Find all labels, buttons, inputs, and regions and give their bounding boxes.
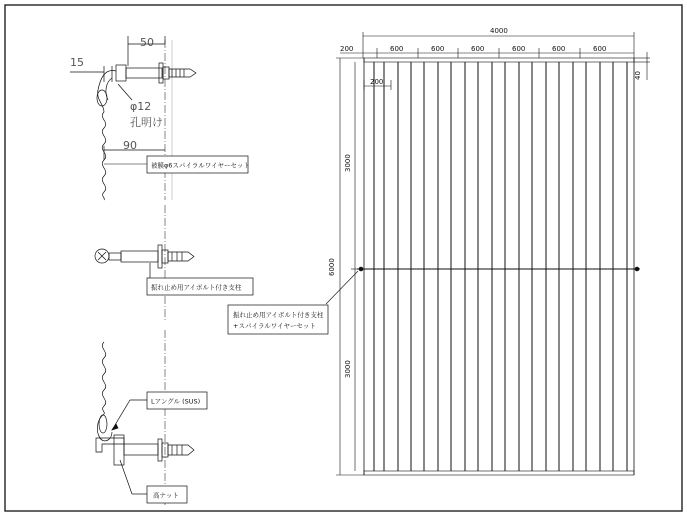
dim-lower-height: 3000 — [344, 360, 352, 378]
dim-total-height: 6000 — [328, 258, 336, 276]
hole-note: 孔明け — [130, 116, 163, 129]
dim-seg-2: 600 — [431, 45, 445, 53]
callout-eyebolt-label: 振れ止め用アイボルト付き支柱 — [151, 283, 242, 292]
dim-seg-4: 600 — [512, 45, 526, 53]
detail-middle — [95, 205, 194, 320]
dim-seg-1: 600 — [390, 45, 404, 53]
callout-nut — [147, 486, 187, 503]
sheet-border — [5, 5, 682, 511]
dim-seg-3: 600 — [471, 45, 485, 53]
callout-nut-label: 高ナット — [153, 491, 179, 500]
dim-right-offset: 40 — [634, 71, 642, 80]
elevation-bars — [364, 58, 634, 475]
dim-seg-0: 200 — [340, 45, 354, 53]
callout-angle — [147, 392, 207, 409]
spiral-wire-bottom — [102, 342, 105, 414]
callout-brace-line1: 振れ止め用アイボルト付き支柱 — [233, 311, 324, 319]
callout-eyebolt — [147, 278, 253, 295]
dim-seg-6: 600 — [593, 45, 607, 53]
dim-seg-5: 600 — [552, 45, 566, 53]
elevation-frame — [326, 32, 650, 475]
dim-15: 15 — [70, 56, 84, 69]
dim-upper-height: 3000 — [344, 154, 352, 172]
detail-bottom — [96, 330, 194, 505]
callout-wire — [104, 156, 250, 173]
callout-angle-label: Lアングル (SUS) — [151, 397, 201, 406]
callout-brace — [228, 305, 328, 334]
callout-brace-line2: +スパイラルワイヤーセット — [233, 322, 316, 330]
dim-50: 50 — [140, 36, 154, 49]
dim-hole-dia: φ12 — [130, 100, 152, 113]
callout-wire-label: 被膜φ6スパイラルワイヤーセット — [151, 161, 250, 170]
dim-total-width: 4000 — [490, 27, 508, 35]
dim-90: 90 — [123, 139, 137, 152]
dim-pitch: 200 — [370, 78, 384, 86]
